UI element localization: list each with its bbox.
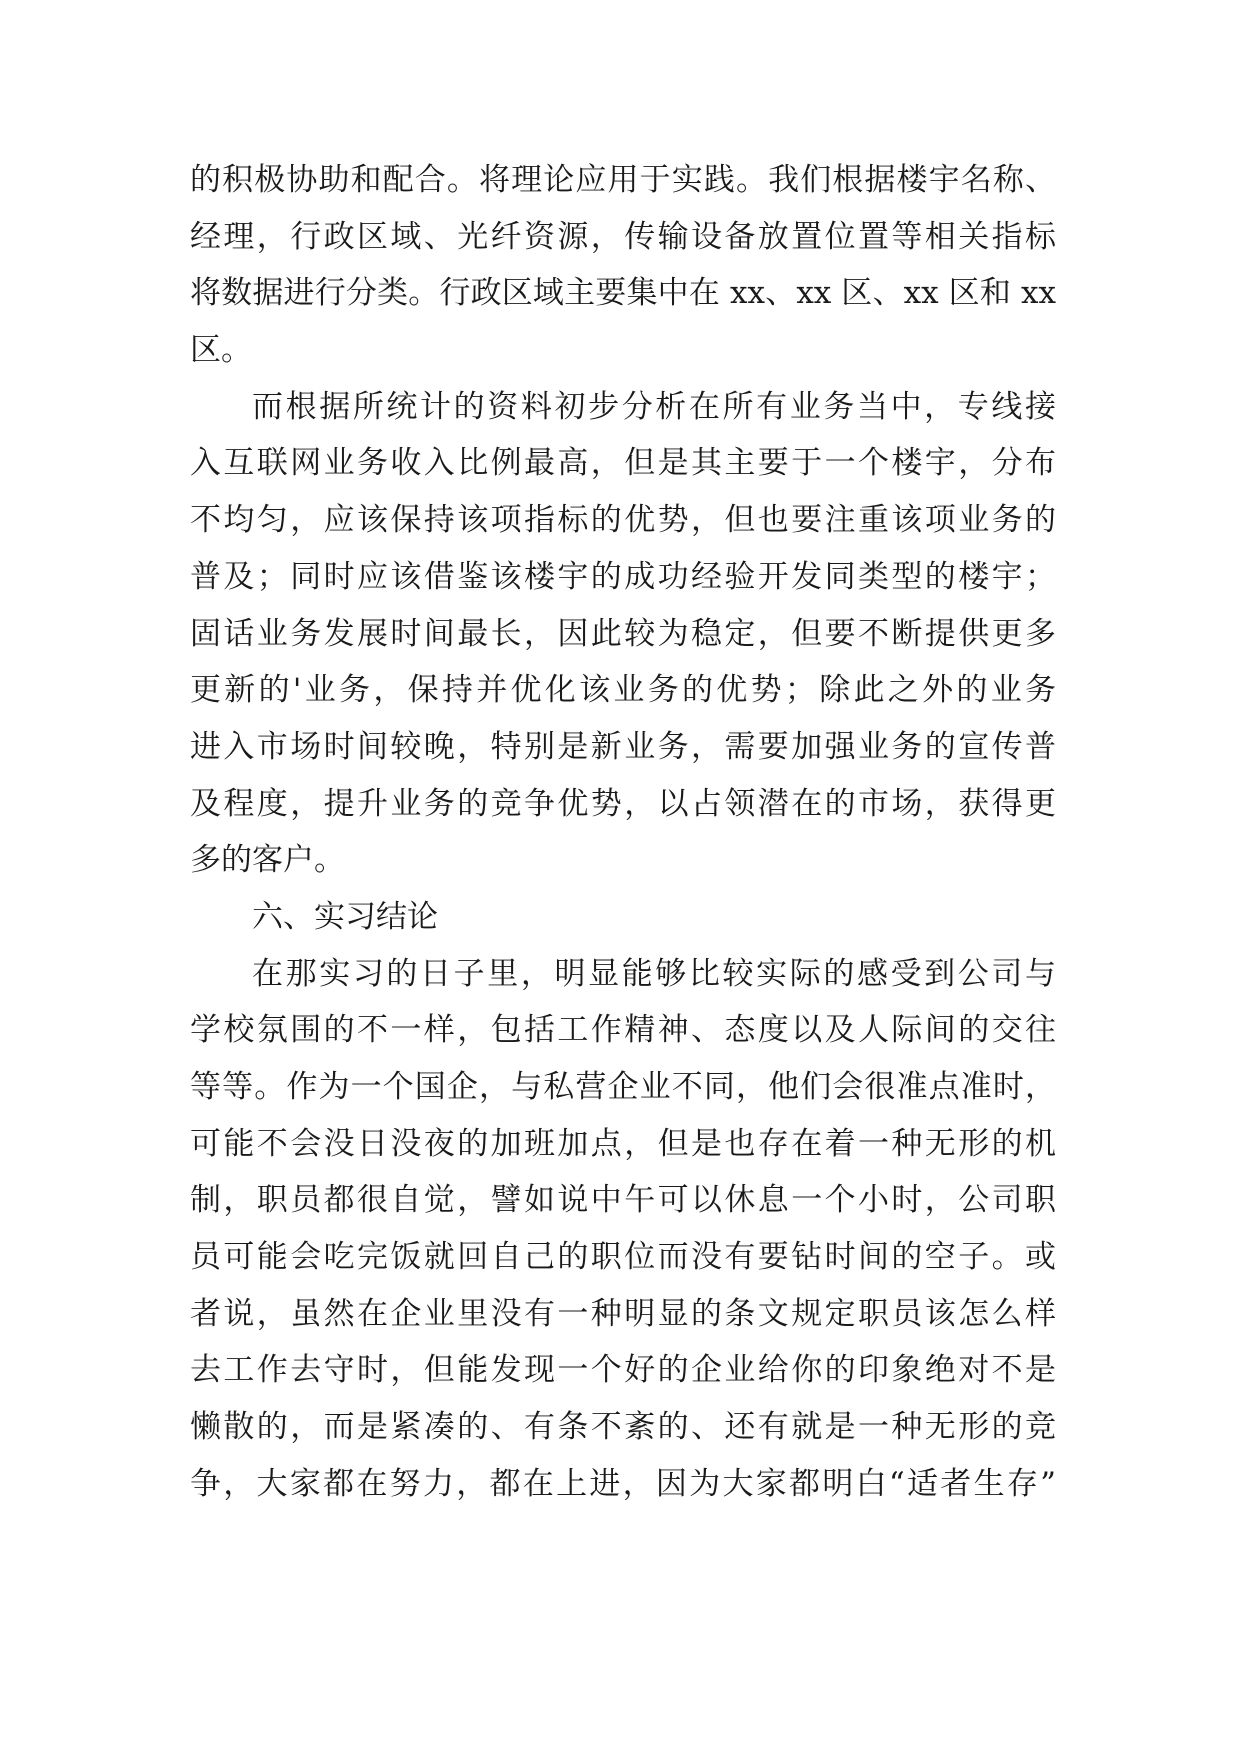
text-line: 者说，虽然在企业里没有一种明显的条文规定职员该怎么样 — [190, 1295, 1056, 1332]
body-text — [190, 152, 1056, 1513]
text-line: 可能不会没日没夜的加班加点，但是也存在着一种无形的机 — [190, 1125, 1056, 1162]
text-line: 更新的'业务，保持并优化该业务的优势；除此之外的业务 — [190, 672, 1056, 709]
text-line: 不均匀，应该保持该项指标的优势，但也要注重该项业务的 — [190, 502, 1056, 539]
text-line: 入互联网业务收入比例最高，但是其主要于一个楼宇，分布 — [190, 445, 1056, 482]
text-line: 多的客户。 — [190, 842, 345, 879]
text-line: 及程度，提升业务的竞争优势，以占领潜在的市场，获得更 — [190, 785, 1056, 822]
text-line: 固话业务发展时间最长，因此较为稳定，但要不断提供更多 — [190, 615, 1056, 652]
text-line: 普及；同时应该借鉴该楼宇的成功经验开发同类型的楼宇； — [190, 558, 1056, 595]
text-line: 区。 — [190, 332, 252, 369]
text-line: 在那实习的日子里，明显能够比较实际的感受到公司与 — [252, 955, 1056, 992]
text-line: 学校氛围的不一样，包括工作精神、态度以及人际间的交往 — [190, 1012, 1056, 1049]
text-line: 懒散的，而是紧凑的、有条不紊的、还有就是一种无形的竞 — [190, 1409, 1056, 1446]
text-line: 员可能会吃完饭就回自己的职位而没有要钻时间的空子。或 — [190, 1239, 1056, 1276]
text-line: 经理，行政区域、光纤资源，传输设备放置位置等相关指标 — [190, 218, 1056, 255]
text-line: 而根据所统计的资料初步分析在所有业务当中，专线接 — [252, 388, 1056, 425]
text-line: 去工作去守时，但能发现一个好的企业给你的印象绝对不是 — [190, 1352, 1056, 1389]
section-heading: 六、实习结论 — [252, 898, 438, 935]
text-line: 进入市场时间较晚，特别是新业务，需要加强业务的宣传普 — [190, 728, 1056, 765]
text-line: 将数据进行分类。行政区域主要集中在 xx、xx 区、xx 区和 xx — [190, 275, 1056, 312]
text-line: 争，大家都在努力，都在上进，因为大家都明白“适者生存” — [190, 1465, 1056, 1502]
text-line: 等等。作为一个国企，与私营企业不同，他们会很准点准时， — [190, 1069, 1056, 1105]
text-line: 的积极协助和配合。将理论应用于实践。我们根据楼宇名称、 — [190, 162, 1056, 198]
text-line: 制，职员都很自觉，譬如说中午可以休息一个小时，公司职 — [190, 1182, 1056, 1219]
